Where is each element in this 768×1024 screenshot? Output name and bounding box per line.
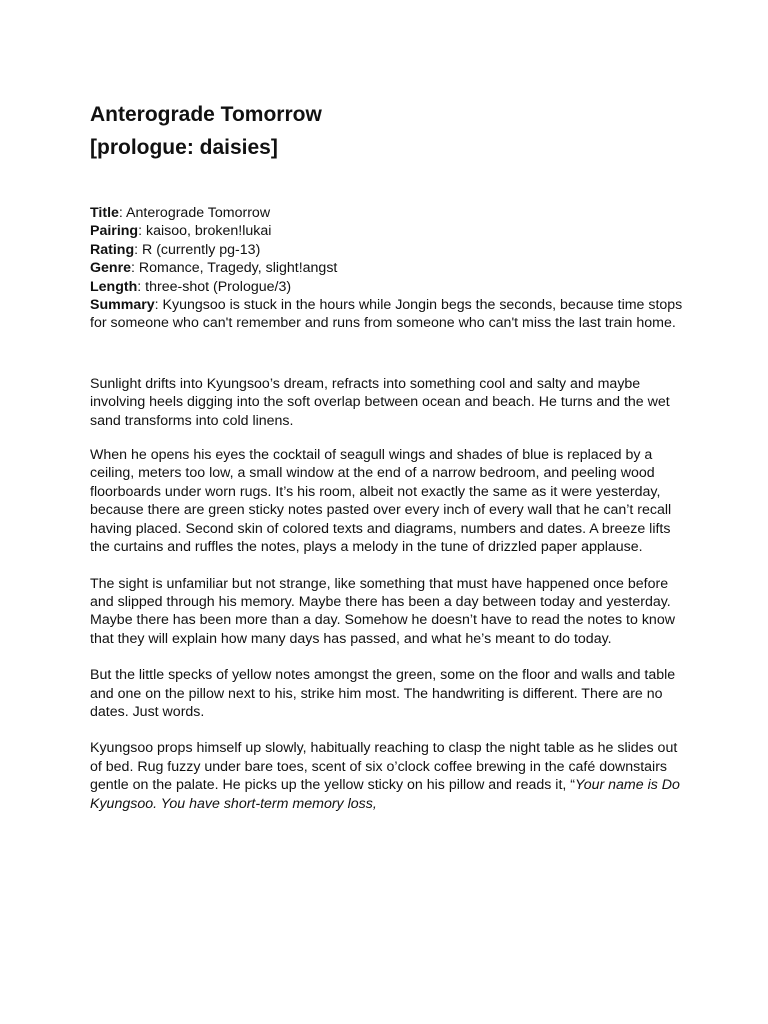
meta-rating [90, 241, 690, 259]
meta-key: Rating [90, 241, 135, 258]
story-body [90, 375, 690, 813]
paragraph-last [90, 739, 690, 813]
meta-key: Length [90, 278, 138, 295]
meta-pairing [90, 222, 690, 240]
paragraph: The sight is unfamiliar but not strange, like something that must have happened once before and slipped through his memory. Maybe there has been a day between today and yesterday. Maybe there has been more than a day. Somehow he doesn’t have to read the notes to know that they will explain how many days has passed, and what he’s meant to do today. [90, 575, 675, 647]
meta-value: : Anterograde Tomorrow [118, 205, 271, 221]
document-title: Anterograde Tomorrow [90, 103, 322, 126]
meta-value: : Romance, Tragedy, slight!angst [131, 260, 338, 277]
meta-key: Pairing [90, 223, 139, 240]
meta-key: Genre [90, 260, 132, 277]
meta-key: Summary [90, 297, 155, 314]
meta-value: : kaisoo, broken!lukai [138, 223, 272, 240]
paragraph: Sunlight drifts into Kyungsoo’s dream, refracts into something cool and salty and maybe involving heels digging into the soft overlap between ocean and beach. He turns and the wet sand transforms into cold linens. [90, 375, 670, 429]
meta-value: : Kyungsoo is stuck in the hours while Jongin begs the seconds, because time stops for someone who can't remember and runs from someone who can't miss the last train home. [90, 297, 683, 332]
paragraph: But the little specks of yellow notes amongst the green, some on the floor and walls and table and one on the pillow next to his, strike him most. The handwriting is different. There are no dates. Just words. [90, 667, 676, 720]
note-quote: Your name is Do Kyungsoo. You have short-term memory loss, [90, 777, 680, 812]
paragraph: When he opens his eyes the cocktail of seagull wings and shades of blue is replaced by a ceiling, meters too low, a small window at the end of a narrow bedroom, and peeling wood floorboards under worn rugs. It’s his room, albeit not exactly the same as it were yesterday, because there are green sticky notes pasted over every inch of every wall that he can’t recall having placed. Second skin of colored texts and diagrams, numbers and dates. A breeze lifts the curtains and ruffles the notes, plays a melody in the tune of drizzled paper applause. [90, 447, 672, 556]
document-page [90, 98, 690, 831]
meta-genre [90, 259, 690, 277]
meta-length [90, 278, 690, 296]
paragraph-text: Kyungsoo props himself up slowly, habitually reaching to clasp the night table as he slides out of bed. Rug fuzzy under bare toes, scent of six o’clock coffee brewing in the café downstairs gentle on the palate. He picks up the yellow sticky on his pillow and reads it, “ [90, 740, 678, 794]
meta-title [90, 204, 690, 222]
meta-summary [90, 296, 690, 333]
document-subtitle: [prologue: daisies] [90, 136, 278, 159]
meta-key: Title [90, 205, 119, 221]
story-metadata [90, 204, 690, 333]
meta-value: : three-shot (Prologue/3) [137, 278, 292, 295]
meta-value: : R (currently pg-13) [134, 241, 261, 258]
